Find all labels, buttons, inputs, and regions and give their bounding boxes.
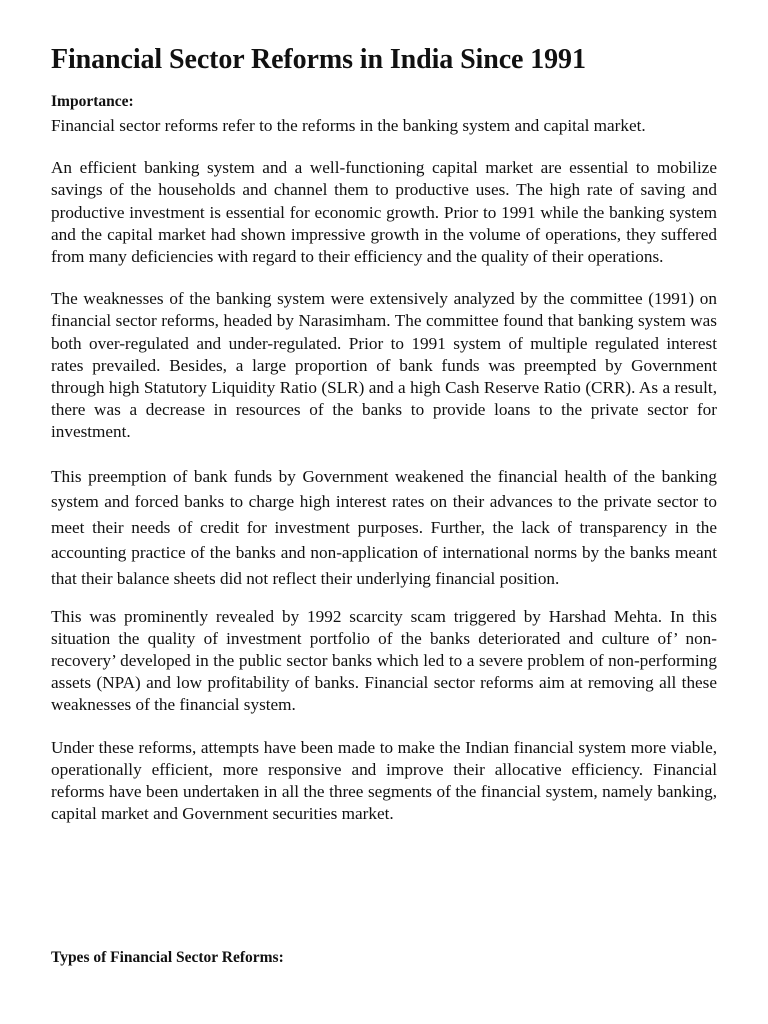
paragraph-2: An efficient banking system and a well-functioning capital market are essential to mobilize savings of the households and channel them to productive uses. The high rate of saving and productive investment is essential for economic growth. Prior to 1991 while the banking system and the capital market had shown impressive growth in the volume of operations, they suffered from many deficiencies with regard to their efficiency and the quality of their operations. [51,158,717,267]
section-heading-importance: Importance: [51,93,134,110]
paragraph-3: The weaknesses of the banking system were extensively analyzed by the committee (1991) on financial sector reforms, headed by Narasimham. The committee found that banking system was both over-regulated and under-regulated. Prior to 1991 system of multiple regulated interest rates prevailed. Besides, a large proportion of bank funds was preempted by Government through high Statutory Liquidity Ratio (SLR) and a high Cash Reserve Ratio (CRR). As a result, there was a decrease in resources of the banks to provide loans to the private sector for investment. [51,289,717,442]
paragraph-4: This preemption of bank funds by Government weakened the financial health of the banking system and forced banks to charge high interest rates on their advances to the private sector to meet their needs of credit for investment purposes. Further, the lack of transparency in the accounting practice of the banks and non-application of international norms by the banks meant that their balance sheets did not reflect their underlying financial position. [51,466,717,589]
paragraph-5: This was prominently revealed by 1992 scarcity scam triggered by Harshad Mehta. In this situation the quality of investment portfolio of the banks deteriorated and culture of’ non-recovery’ developed in the public sector banks which led to a severe problem of non-performing assets (NPA) and low profitability of banks. Financial sector reforms aim at removing all these weaknesses of the financial system. [51,606,717,715]
section-heading-types: Types of Financial Sector Reforms: [51,949,284,966]
document-body [51,42,717,845]
document-title: Financial Sector Reforms in India Since 1991 [51,44,586,75]
paragraph-6: Under these reforms, attempts have been made to make the Indian financial system more viable, operationally efficient, more responsive and improve their allocative efficiency. Financial reforms have been undertaken in all the three segments of the financial system, namely banking, capital market and Government securities market. [51,737,717,824]
paragraph-1: Financial sector reforms refer to the reforms in the banking system and capital market. [51,116,646,135]
